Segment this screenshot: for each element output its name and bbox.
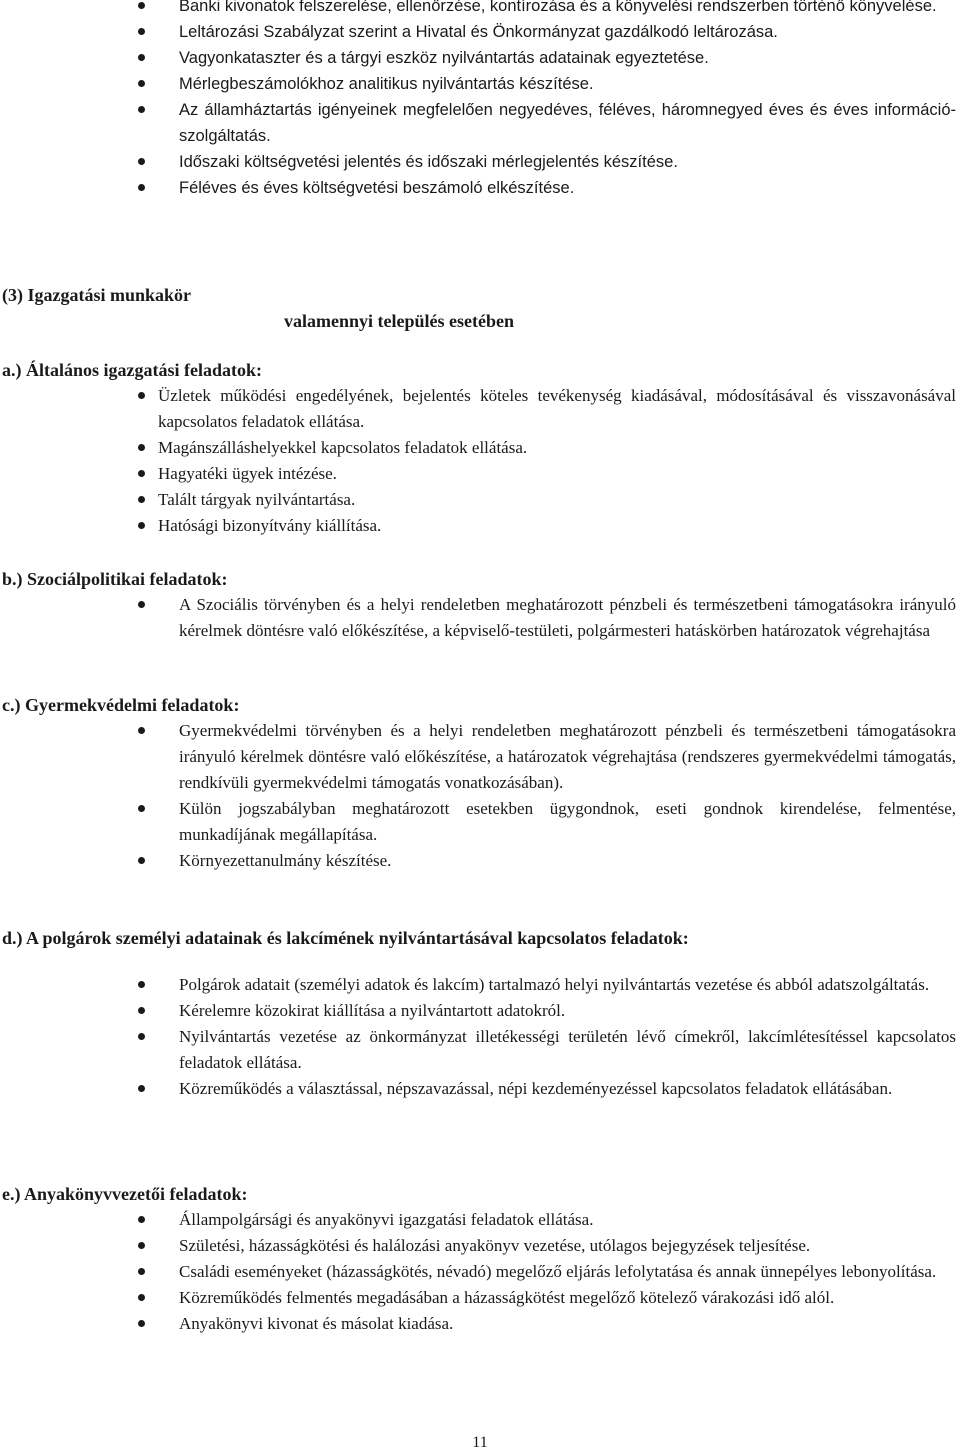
list-item: Születési, házasságkötési és halálozási anyakönyv vezetése, utólagos bejegyzések teljesítése.	[0, 1233, 958, 1259]
list-item: Magánszálláshelyekkel kapcsolatos feladatok ellátása.	[0, 435, 958, 461]
list-item: Hagyatéki ügyek intézése.	[0, 461, 958, 487]
list-item: Hatósági bizonyítvány kiállítása.	[0, 513, 958, 539]
list-item: Féléves és éves költségvetési beszámoló elkészítése.	[0, 175, 958, 201]
list-item: A Szociális törvényben és a helyi rendeletben meghatározott pénzbeli és természetbeni támogatásokra irányuló kérelmek döntésre való előkészítése, a képviselő-testületi, polgármesteri hatáskörben határozatok végrehajtása	[0, 592, 958, 644]
top-list-block	[0, 0, 958, 201]
subsection-d-block	[0, 972, 958, 1102]
subsection-c-list	[0, 718, 958, 874]
subsection-e-heading: e.) Anyakönyvvezetői feladatok:	[2, 1184, 248, 1204]
list-item: Külön jogszabályban meghatározott esetekben ügygondnok, eseti gondnok kirendelése, felmentése, munkadíjának megállapítása.	[0, 796, 958, 848]
subsection-a-list	[0, 383, 958, 539]
list-item: Környezettanulmány készítése.	[0, 848, 958, 874]
subsection-d-heading: d.) A polgárok személyi adatainak és lakcímének nyilvántartásával kapcsolatos feladatok:	[2, 928, 689, 948]
section-subtitle: valamennyi település esetében	[284, 311, 514, 331]
page-number: 11	[472, 1434, 488, 1451]
list-item: Az államháztartás igényeinek megfelelően negyedéves, féléves, háromnegyed éves és éves információ-szolgáltatás.	[0, 97, 958, 149]
list-item: Polgárok adatait (személyi adatok és lakcím) tartalmazó helyi nyilvántartás vezetése és abból adatszolgáltatás.	[0, 972, 958, 998]
subsection-c-heading: c.) Gyermekvédelmi feladatok:	[2, 695, 240, 715]
list-item: Banki kivonatok felszerelése, ellenőrzése, kontírozása és a könyvelési rendszerben történő könyvelése.	[0, 0, 958, 19]
subsection-b-heading: b.) Szociálpolitikai feladatok:	[2, 569, 228, 589]
top-bullet-list	[0, 0, 958, 201]
list-item: Talált tárgyak nyilvántartása.	[0, 487, 958, 513]
list-item: Családi eseményeket (házasságkötés, névadó) megelőző eljárás lefolytatása és annak ünnepélyes lebonyolítása.	[0, 1259, 958, 1285]
list-item: Vagyonkataszter és a tárgyi eszköz nyilvántartás adatainak egyeztetése.	[0, 45, 958, 71]
list-item: Leltározási Szabályzat szerint a Hivatal és Önkormányzat gazdálkodó leltározása.	[0, 19, 958, 45]
list-item: Nyilvántartás vezetése az önkormányzat illetékességi területén lévő címekről, lakcímlétesítéssel kapcsolatos feladatok ellátása.	[0, 1024, 958, 1076]
list-item: Közreműködés a választással, népszavazással, népi kezdeményezéssel kapcsolatos feladatok ellátásában.	[0, 1076, 958, 1102]
subsection-c-block	[0, 718, 958, 874]
list-item: Állampolgársági és anyakönyvi igazgatási feladatok ellátása.	[0, 1207, 958, 1233]
list-item: Kérelemre közokirat kiállítása a nyilvántartott adatokról.	[0, 998, 958, 1024]
subsection-a-heading: a.) Általános igazgatási feladatok:	[2, 360, 262, 380]
section-title: (3) Igazgatási munkakör	[2, 285, 192, 305]
subsection-b-block	[0, 592, 958, 644]
subsection-e-block	[0, 1207, 958, 1337]
subsection-e-list	[0, 1207, 958, 1337]
list-item: Anyakönyvi kivonat és másolat kiadása.	[0, 1311, 958, 1337]
subsection-d-list	[0, 972, 958, 1102]
list-item: Gyermekvédelmi törvényben és a helyi rendeletben meghatározott pénzbeli és természetbeni támogatásokra irányuló kérelmek döntésre való előkészítése, a határozatok végrehajtása (rendszeres gyermekvédelmi támogatás, rendkívüli gyermekvédelmi támogatás vonatkozásában).	[0, 718, 958, 796]
list-item: Üzletek működési engedélyének, bejelentés köteles tevékenység kiadásával, módosításával és visszavonásával kapcsolatos feladatok ellátása.	[0, 383, 958, 435]
list-item: Mérlegbeszámolókhoz analitikus nyilvántartás készítése.	[0, 71, 958, 97]
subsection-a-block	[0, 383, 958, 539]
subsection-b-list	[0, 592, 958, 644]
list-item: Időszaki költségvetési jelentés és időszaki mérlegjelentés készítése.	[0, 149, 958, 175]
list-item: Közreműködés felmentés megadásában a házasságkötést megelőző kötelező várakozási idő alól.	[0, 1285, 958, 1311]
